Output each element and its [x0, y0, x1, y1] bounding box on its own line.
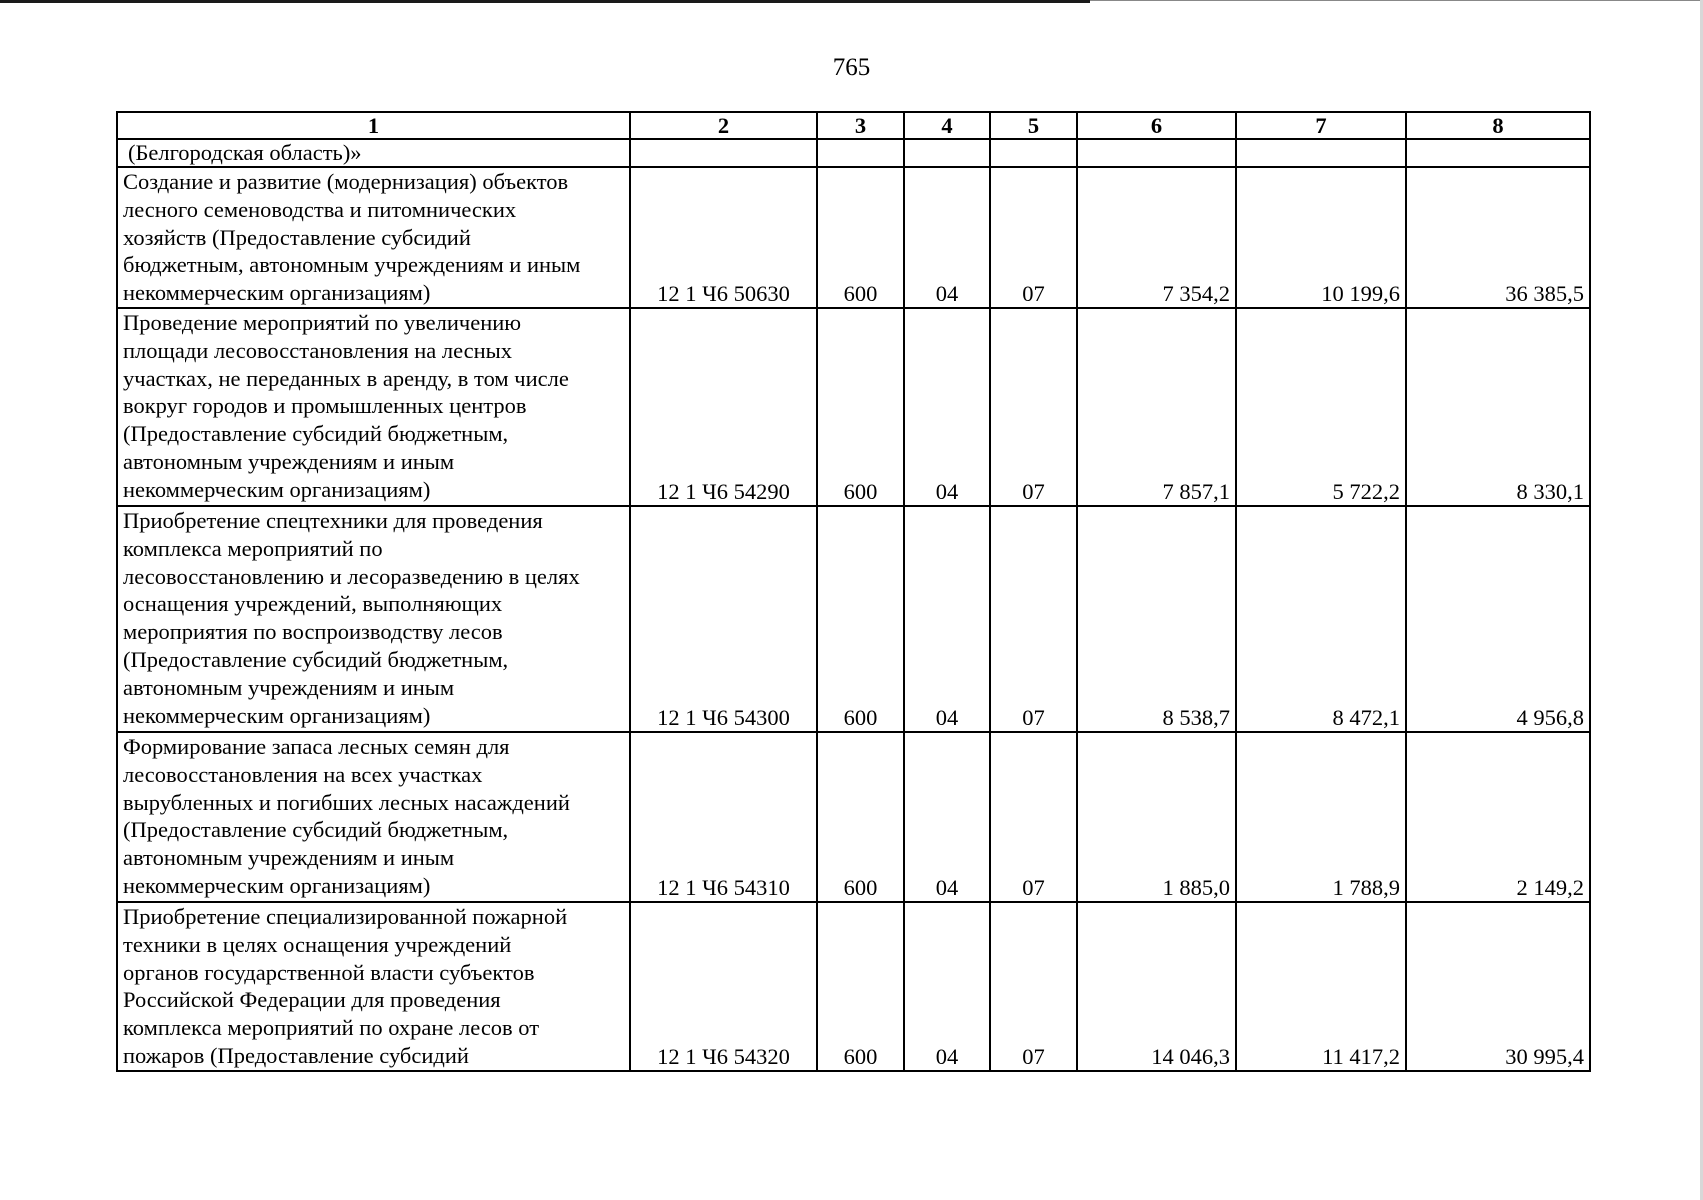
section-code: 04: [904, 506, 990, 732]
column-number: 8: [1406, 112, 1590, 139]
amount-year-1: 7 354,2: [1077, 167, 1236, 308]
scan-edge-top: [0, 0, 1090, 3]
empty-cell: [1406, 139, 1590, 167]
description-line: площади лесовосстановления на лесных: [123, 337, 513, 363]
budget-code: 12 1 Ч6 54310: [630, 732, 817, 902]
item-description: [117, 308, 630, 506]
description-line: Приобретение спецтехники для проведения: [123, 508, 543, 533]
description-line: бюджетным, автономным учреждениям и иным: [123, 252, 581, 278]
description-line: автономным учреждениям и иным: [123, 845, 455, 871]
description-line: (Предоставление субсидий бюджетным,: [123, 646, 509, 672]
item-description: [117, 506, 630, 732]
scan-edge-top-thin: [1090, 0, 1703, 1]
amount-year-2: 11 417,2: [1236, 902, 1406, 1071]
section-code: 04: [904, 902, 990, 1071]
amount-year-3: 4 956,8: [1406, 506, 1590, 732]
expense-type-code: 600: [817, 902, 904, 1071]
description-line: автономным учреждениям и иным: [123, 448, 455, 474]
empty-cell: [904, 139, 990, 167]
budget-table: [116, 111, 1591, 1072]
subsection-code: 07: [990, 167, 1077, 308]
description-line: вырубленных и погибших лесных насаждений: [123, 789, 570, 815]
expense-type-code: 600: [817, 308, 904, 506]
section-code: 04: [904, 732, 990, 902]
amount-year-2: 1 788,9: [1236, 732, 1406, 902]
description-line: Российской Федерации для проведения: [123, 987, 501, 1013]
column-number: 2: [630, 112, 817, 139]
subsection-code: 07: [990, 308, 1077, 506]
description-line: автономным учреждениям и иным: [123, 674, 455, 700]
budget-code: 12 1 Ч6 54320: [630, 902, 817, 1071]
description-line: комплекса мероприятий по охране лесов от: [123, 1015, 540, 1041]
description-line: некоммерческим организациям): [123, 702, 431, 728]
budget-code: 12 1 Ч6 54290: [630, 308, 817, 506]
item-description: [117, 902, 630, 1071]
item-description: [117, 167, 630, 308]
subsection-code: 07: [990, 732, 1077, 902]
description-line: некоммерческим организациям): [123, 476, 431, 502]
column-number-row: [117, 112, 1590, 139]
description-line: (Предоставление субсидий бюджетным,: [123, 817, 509, 843]
empty-cell: [990, 139, 1077, 167]
table-row: [117, 732, 1590, 902]
description-line: некоммерческим организациям): [123, 280, 431, 306]
description-line: лесовосстановлению и лесоразведению в целях: [123, 563, 580, 589]
amount-year-1: 7 857,1: [1077, 308, 1236, 506]
empty-cell: [1077, 139, 1236, 167]
section-code: 04: [904, 167, 990, 308]
description-line: Создание и развитие (модернизация) объектов: [123, 169, 569, 194]
amount-year-2: 10 199,6: [1236, 167, 1406, 308]
column-number: 3: [817, 112, 904, 139]
table-row: [117, 167, 1590, 308]
column-number: 7: [1236, 112, 1406, 139]
column-number: 4: [904, 112, 990, 139]
region-label: (Белгородская область)»: [117, 139, 630, 167]
column-number: 6: [1077, 112, 1236, 139]
amount-year-3: 8 330,1: [1406, 308, 1590, 506]
description-line: лесного семеноводства и питомнических: [123, 196, 517, 222]
section-code: 04: [904, 308, 990, 506]
expense-type-code: 600: [817, 732, 904, 902]
amount-year-2: 8 472,1: [1236, 506, 1406, 732]
empty-cell: [1236, 139, 1406, 167]
description-line: оснащения учреждений, выполняющих: [123, 591, 503, 617]
table-row: [117, 902, 1590, 1071]
amount-year-1: 1 885,0: [1077, 732, 1236, 902]
amount-year-2: 5 722,2: [1236, 308, 1406, 506]
description-line: участках, не переданных в аренду, в том числе: [123, 365, 569, 391]
item-description: [117, 732, 630, 902]
column-number: 1: [117, 112, 630, 139]
description-line: Проведение мероприятий по увеличению: [123, 310, 522, 335]
budget-code: 12 1 Ч6 50630: [630, 167, 817, 308]
description-line: хозяйств (Предоставление субсидий: [123, 224, 471, 250]
empty-cell: [817, 139, 904, 167]
subsection-code: 07: [990, 902, 1077, 1071]
table-row: [117, 308, 1590, 506]
description-line: пожаров (Предоставление субсидий: [123, 1042, 469, 1068]
amount-year-1: 8 538,7: [1077, 506, 1236, 732]
expense-type-code: 600: [817, 506, 904, 732]
description-line: вокруг городов и промышленных центров: [123, 393, 527, 419]
description-line: техники в целях оснащения учреждений: [123, 931, 512, 957]
description-line: (Предоставление субсидий бюджетным,: [123, 421, 509, 447]
table-row: [117, 506, 1590, 732]
expense-type-code: 600: [817, 167, 904, 308]
description-line: комплекса мероприятий по: [123, 535, 383, 561]
description-line: некоммерческим организациям): [123, 872, 431, 898]
empty-cell: [630, 139, 817, 167]
description-line: мероприятия по воспроизводству лесов: [123, 619, 503, 645]
subsection-code: 07: [990, 506, 1077, 732]
amount-year-3: 30 995,4: [1406, 902, 1590, 1071]
amount-year-1: 14 046,3: [1077, 902, 1236, 1071]
region-row: [117, 139, 1590, 167]
amount-year-3: 2 149,2: [1406, 732, 1590, 902]
budget-code: 12 1 Ч6 54300: [630, 506, 817, 732]
description-line: Приобретение специализированной пожарной: [123, 904, 568, 929]
description-line: Формирование запаса лесных семян для: [123, 734, 510, 759]
amount-year-3: 36 385,5: [1406, 167, 1590, 308]
description-line: лесовосстановления на всех участках: [123, 761, 483, 787]
description-line: органов государственной власти субъектов: [123, 959, 535, 985]
column-number: 5: [990, 112, 1077, 139]
page-number: 765: [832, 54, 871, 81]
